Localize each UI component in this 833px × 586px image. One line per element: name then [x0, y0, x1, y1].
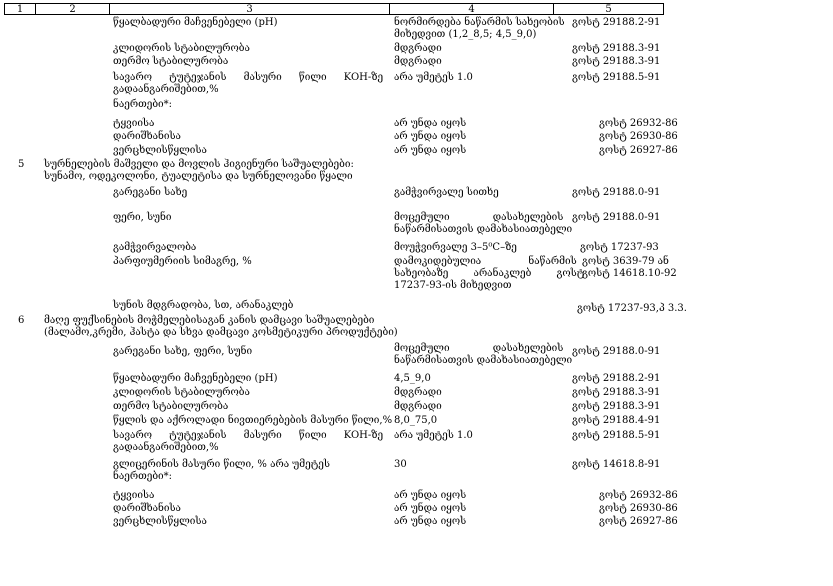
- norm-value: არ უნდა იყოს: [394, 131, 467, 142]
- section-title: სურნელების მაშველი და მოვლის ჰიგიენური საშუალებები: სუნამო, ოდეკოლონი, ტუალეტისა და სურნელოვანი წყალი: [44, 159, 354, 182]
- standard-ref: გოსტ 14618.8-91: [572, 459, 661, 470]
- property-label: სავარო ტუტეჯანის მასური წილი KOH-ზე გადაანგარიშებით,%: [113, 72, 384, 95]
- standard-ref: გოსტ 26932-86: [599, 118, 678, 129]
- property-label: თერმო სტაბილურობა: [113, 401, 229, 412]
- header-cell-5: 5: [554, 3, 664, 15]
- norm-value: არ უნდა იყოს: [394, 503, 467, 514]
- property-label: ტყვიისა: [113, 490, 155, 501]
- property-label: სავარო ტუტეჯანის მასური წილი KOH-ზე გადაანგარიშებით,%: [113, 430, 384, 453]
- standard-ref: გოსტ 29188.3-91: [572, 43, 661, 54]
- property-label: გამჭვირვალობა: [113, 242, 197, 253]
- norm-value: გამჭვირვალე სითხე: [394, 187, 499, 198]
- standard-ref: გოსტ 29188.3-91: [572, 387, 661, 398]
- standard-ref: გოსტ 26927-86: [599, 145, 678, 156]
- standard-ref: გოსტ 29188.5-91: [572, 430, 661, 441]
- header-cell-3: 3: [110, 3, 390, 15]
- property-label: გარეგანი სახე, ფერი, სუნი: [113, 346, 253, 357]
- standard-ref: გოსტ 29188.5-91: [572, 72, 661, 83]
- norm-value: მოუჭვირვალე 3–5⁰C–ზე: [394, 242, 517, 253]
- norm-value: ნორმირდება ნაწარმის სახეობის მიხედვით (1,2_8,5; 4,5_9,0): [394, 17, 565, 40]
- section-number: 5: [18, 159, 25, 170]
- property-label: ნაერთები*:: [113, 99, 173, 110]
- property-label: ვერცხლისწყლისა: [113, 145, 207, 156]
- standard-ref: გოსტ 29188.0-91: [572, 187, 661, 198]
- norm-value: მოცემული დასახელების ნაწარმისათვის დამახასიათებელი: [394, 212, 573, 235]
- property-label: ტყვიისა: [113, 118, 155, 129]
- norm-value: 8,0_75,0: [394, 415, 438, 426]
- norm-value: 4,5_9,0: [394, 373, 431, 384]
- norm-value: მდგრადი: [394, 401, 442, 412]
- standard-ref: გოსტ 26930-86: [599, 131, 678, 142]
- norm-value: მდგრადი: [394, 56, 442, 67]
- header-cell-1: 1: [4, 3, 36, 15]
- standard-ref: გოსტ 26932-86: [599, 490, 678, 501]
- property-label: სუნის მდგრადობა, სთ, არანაკლებ: [113, 300, 294, 311]
- property-label: თერმო სტაბილურობა: [113, 56, 229, 67]
- norm-value: მდგრადი: [394, 43, 442, 54]
- standard-ref: გოსტ 29188.4-91: [572, 415, 661, 426]
- norm-value: არ უნდა იყოს: [394, 516, 467, 527]
- standard-ref: გოსტ 17237-93: [580, 242, 659, 253]
- section-title: მაღე ფუქსინების მოჭმელებისაგან კანის დამცავი საშუალებები (მალამო,კრემი, ჰასტა და სხვა დამცავი კოსმეტიკური პროდუქტები): [44, 315, 398, 338]
- property-label: გარეგანი სახე: [113, 187, 188, 198]
- header-cell-2: 2: [36, 3, 110, 15]
- norm-value: არ უნდა იყოს: [394, 118, 467, 129]
- standard-ref: გოსტ 29188.3-91: [572, 401, 661, 412]
- standard-ref: გოსტ 29188.0-91: [572, 346, 661, 357]
- standard-ref: გოსტ 17237-93,პ 3.3.: [577, 303, 687, 314]
- property-label: წყლის და აქროლადი ნივთიერებების მასური წილი,%: [113, 415, 393, 426]
- norm-value: არა უმეტეს 1.0: [394, 72, 473, 83]
- standard-ref: გოსტ 3639-79 ან გოსტ 14618.10-92: [582, 256, 677, 279]
- property-label: წყალბადური მაჩვენებელი (pH): [113, 17, 278, 28]
- property-label: დარიშხანისა: [113, 503, 181, 514]
- header-cell-4: 4: [390, 3, 554, 15]
- property-label: ვერცხლისწყლისა: [113, 516, 207, 527]
- norm-value: არ უნდა იყოს: [394, 145, 467, 156]
- standard-ref: გოსტ 26930-86: [599, 503, 678, 514]
- property-label: კლიდორის სტაბილურობა: [113, 43, 250, 54]
- standard-ref: გოსტ 29188.2-91: [572, 17, 661, 28]
- norm-value: დამოკიდებულია ნაწარმის სახეობაზე არანაკლებ გოსტ 17237-93-ის მიხედვით: [394, 256, 585, 291]
- property-label: ფერი, სუნი: [113, 212, 172, 223]
- standard-ref: გოსტ 29188.0-91: [572, 212, 661, 223]
- norm-value: მდგრადი: [394, 387, 442, 398]
- property-label: გლიცერინის მასური წილი, % არა უმეტეს ნაერთები*:: [113, 459, 330, 482]
- section-number: 6: [18, 315, 25, 326]
- norm-value: არა უმეტეს 1.0: [394, 430, 473, 441]
- property-label: კლიდორის სტაბილურობა: [113, 387, 250, 398]
- property-label: წყალბადური მაჩვენებელი (pH): [113, 373, 278, 384]
- norm-value: 30: [394, 459, 407, 470]
- norm-value: მოცემული დასახელების ნაწარმისათვის დამახასიათებელი: [394, 343, 573, 366]
- standard-ref: გოსტ 29188.2-91: [572, 373, 661, 384]
- property-label: დარიშხანისა: [113, 131, 181, 142]
- property-label: პარფიუმერიის სიმაგრე, %: [113, 256, 252, 267]
- standard-ref: გოსტ 26927-86: [599, 516, 678, 527]
- norm-value: არ უნდა იყოს: [394, 490, 467, 501]
- standard-ref: გოსტ 29188.3-91: [572, 56, 661, 67]
